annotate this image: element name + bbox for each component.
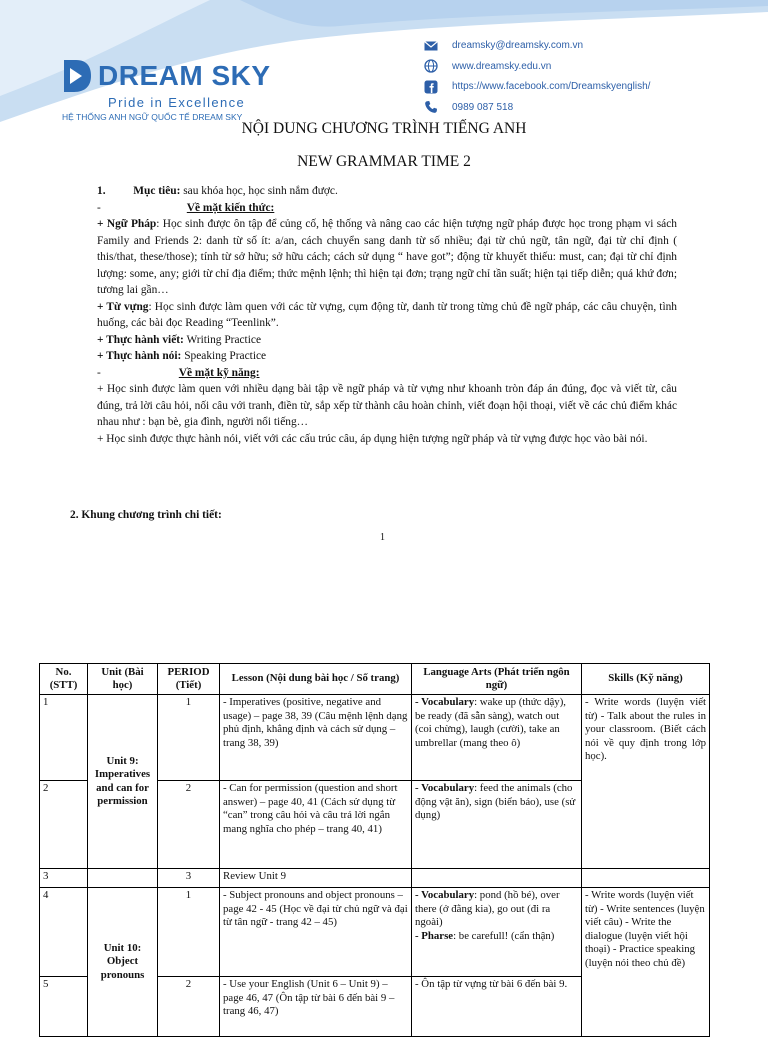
header-language-arts: Language Arts (Phát triển ngôn ngữ) xyxy=(412,664,582,695)
vocab-text: : Học sinh được làm quen với các từ vựng, cụm động từ, danh từ trong từng chủ đề ngữ pháp, các câu chuyện, tình huống, các bài đọc Reading “Teenlink”. xyxy=(97,300,678,329)
cell-no: 4 xyxy=(40,888,88,977)
header-lesson: Lesson (Nội dung bài học / Số trang) xyxy=(220,664,412,695)
skills-heading: Về mặt kỹ năng: xyxy=(178,366,260,379)
brand-name: DREAM SKY xyxy=(98,60,271,91)
header-skills: Skills (Kỹ năng) xyxy=(582,664,710,695)
cell-language-arts: - Ôn tập từ vựng từ bài 6 đến bài 9. xyxy=(412,977,582,1037)
contact-email[interactable] xyxy=(424,36,650,55)
contact-website[interactable] xyxy=(424,57,650,76)
contact-phone-text[interactable]: 0989 087 518 xyxy=(452,101,514,113)
header-period: PERIOD (Tiết) xyxy=(158,664,220,695)
cell-lesson: - Can for permission (question and short answer) – page 40, 41 (Cách sử dụng từ “can” trong câu hỏi và câu trả lời ngắn mang nghĩa cho phép – trang 40, 41) xyxy=(220,781,412,869)
header-no: No. (STT) xyxy=(40,664,88,695)
skills-paragraph-2: + Học sinh được thực hành nói, viết với các cấu trúc câu, áp dụng hiện tượng ngữ pháp và từ vựng được học vào bài nói. xyxy=(97,432,648,445)
section-2-heading: 2. Khung chương trình chi tiết: xyxy=(70,509,222,521)
cell-skills: - Write words (luyện viết từ) - Write sentences (luyện viết câu) - Write the dialogue (luyện viết hội thoại) - Practice speaking (luyện nói theo chủ đề) xyxy=(582,888,710,1037)
header-unit: Unit (Bài học) xyxy=(88,664,158,695)
phone-icon xyxy=(424,100,438,114)
knowledge-heading: Về mặt kiến thức: xyxy=(186,201,275,214)
cell-period: 1 xyxy=(158,888,220,977)
dream-sky-logo-mark-icon xyxy=(62,56,92,96)
grammar-label: + Ngữ Pháp xyxy=(97,218,157,230)
contact-list xyxy=(424,36,650,118)
objective-line xyxy=(97,183,677,200)
contact-website-text[interactable]: www.dreamsky.edu.vn xyxy=(452,60,552,72)
cell-period: 1 xyxy=(158,695,220,781)
vocab-paragraph xyxy=(97,299,677,332)
table-row xyxy=(40,888,710,977)
globe-icon xyxy=(424,59,438,73)
writing-label: + Thực hành viết: xyxy=(97,333,184,346)
cell-language-arts xyxy=(412,869,582,888)
cell-period: 2 xyxy=(158,977,220,1037)
writing-text: Writing Practice xyxy=(183,333,262,346)
cell-period: 2 xyxy=(158,781,220,869)
skills-heading-line: - Về mặt kỹ năng: xyxy=(97,366,260,379)
objectives-section xyxy=(97,183,677,447)
cell-lesson: Review Unit 9 xyxy=(220,869,412,888)
table-header-row xyxy=(40,664,710,695)
writing-line xyxy=(97,332,677,349)
grammar-paragraph xyxy=(97,216,677,299)
table-row xyxy=(40,869,710,888)
speaking-text: Speaking Practice xyxy=(181,350,267,362)
curriculum-table xyxy=(39,663,710,1037)
vocab-label: + Từ vựng xyxy=(97,300,149,313)
cell-period: 3 xyxy=(158,869,220,888)
cell-skills xyxy=(582,869,710,888)
brand-subtitle: HỆ THỐNG ANH NGỮ QUỐC TẾ DREAM SKY xyxy=(62,112,243,122)
cell-no: 5 xyxy=(40,977,88,1037)
mail-icon xyxy=(424,39,438,53)
objective-number: 1. xyxy=(97,185,106,197)
cell-unit-empty xyxy=(88,869,158,888)
brand-slogan: Pride in Excellence xyxy=(108,95,246,110)
cell-skills: - Write words (luyện viết từ) - Talk about the rules in your classroom. (Biết cách nói về quy định trong lớp học). xyxy=(582,695,710,869)
page-number: 1 xyxy=(380,532,385,543)
cell-no: 2 xyxy=(40,781,88,869)
cell-no: 3 xyxy=(40,869,88,888)
cell-unit-9: Unit 9: Imperatives and can for permission xyxy=(88,695,158,869)
document-title: NỘI DUNG CHƯƠNG TRÌNH TIẾNG ANH xyxy=(241,120,527,137)
contact-facebook-text[interactable]: https://www.facebook.com/Dreamskyenglish/ xyxy=(452,81,651,92)
facebook-icon xyxy=(424,80,438,94)
cell-no: 1 xyxy=(40,695,88,781)
contact-phone[interactable] xyxy=(424,98,650,117)
contact-facebook[interactable] xyxy=(424,77,650,96)
grammar-text: : Học sinh được ôn tập để củng cố, hệ thống và nâng cao các hiện tượng ngữ pháp được học trong phạm vi sách Family and Friends 2: danh từ số ít: a/an, cách chuyển sang danh từ số nhiều; đại từ chủ ngữ, tân ngữ, đại từ chỉ định ( this/that, these/those); tính từ sở hữu; sở hữu cách; cách sử dụng “ have got”; động từ khuyết thiếu: must, can; đại từ chỉ định lượng: some, any; giới từ chỉ địa điểm; thức mệnh lệnh; thì hiện tại đơn; trạng ngữ chỉ tần suất; hiện tại tiếp diễn; quá khứ đơn; tương lai gần… xyxy=(97,218,677,296)
dream-sky-logo xyxy=(62,56,271,122)
cell-lesson: - Imperatives (positive, negative and usage) – page 38, 39 (Câu mệnh lệnh dạng phủ định, khẳng định và cách sử dụng – trang 38, 39) xyxy=(220,695,412,781)
skills-paragraph-1: + Học sinh được làm quen với nhiều dạng bài tập về ngữ pháp và từ vựng như khoanh tròn đáp án đúng, đọc và viết từ, câu đúng, trả lời câu hỏi, nối câu với tranh, điền từ, sắp xếp từ thành câu hoàn chỉnh, viết đoạn hội thoại, viết về các chủ điểm khác nhau như : bạn bè, gia đình, người nổi tiếng… xyxy=(97,383,677,428)
objective-label: Mục tiêu: xyxy=(133,185,181,197)
cell-lesson: - Subject pronouns and object pronouns – page 42 - 45 (Học về đại từ chủ ngữ và đại từ tân ngữ - trang 42 – 45) xyxy=(220,888,412,977)
cell-language-arts: - Vocabulary: wake up (thức dậy), be ready (đã sẵn sàng), watch out (coi chừng), laugh (cười), take an umbrellar (mang theo ô) xyxy=(412,695,582,781)
knowledge-heading-line: - Về mặt kiến thức: xyxy=(97,201,275,214)
cell-unit-10: Unit 10: Object pronouns xyxy=(88,888,158,1037)
speaking-line xyxy=(97,348,677,365)
cell-language-arts: - Vocabulary: feed the animals (cho động vật ăn), sign (biển báo), use (sử dụng) xyxy=(412,781,582,869)
cell-lesson: - Use your English (Unit 6 – Unit 9) – page 46, 47 (Ôn tập từ bài 6 đến bài 9 – trang 46, 47) xyxy=(220,977,412,1037)
objective-text: sau khóa học, học sinh nắm được. xyxy=(180,185,338,197)
cell-language-arts: - Vocabulary: pond (hồ bé), over there (ở đằng kia), go out (đi ra ngoài) - Pharse: be carefull! (cẩn thận) xyxy=(412,888,582,977)
contact-email-text[interactable]: dreamsky@dreamsky.com.vn xyxy=(452,40,584,51)
speaking-label: + Thực hành nói: xyxy=(97,350,182,362)
table-row xyxy=(40,695,710,781)
document-subtitle: NEW GRAMMAR TIME 2 xyxy=(297,153,471,170)
